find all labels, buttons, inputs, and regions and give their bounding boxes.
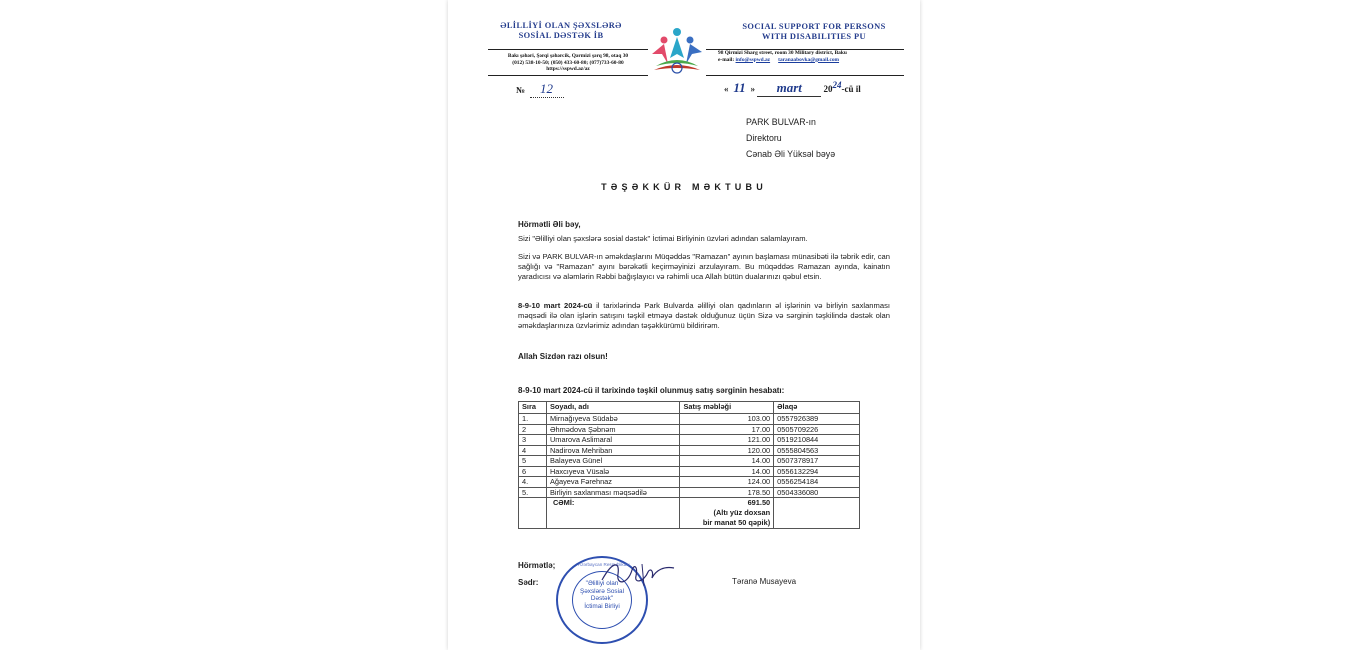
address-az-website: https://sspwd.az/az [546,66,590,73]
org-name-en-line2: WITH DISABILITIES PU [762,32,866,41]
chair-label: Sədr: [518,578,539,587]
cell-name: Haxcıyeva Vüsalə [546,466,680,477]
cell-name: Birliyin saxlanması məqsədilə [546,487,680,498]
total-amount-number: 691.50 [747,498,771,507]
table-row [519,487,860,498]
cell-order: 1. [519,414,547,425]
address-az-line2: (012) 538-10-50; (050) 433-60-80; (077)733-60-80 [512,59,624,66]
org-name-az-line2: SOSİAL DƏSTƏK İB [518,31,604,40]
cell-name: Nadirova Mehriban [546,445,680,456]
table-total-row [519,498,860,529]
recipient-line1: PARK BULVAR-ın [746,117,816,127]
address-az [488,53,648,73]
letterhead-rule-right-bottom [706,75,904,76]
cell-name: Ağayeva Fərehnaz [546,477,680,488]
total-amount-words-2: bir manat 50 qəpik) [702,518,771,527]
cell-order: 2 [519,424,547,435]
closing-phrase: Allah Sizdən razı olsun! [518,352,608,361]
cell-total-amount [680,498,774,529]
address-en-emails [718,57,904,64]
paragraph-3 [518,301,890,331]
paragraph-2: Sizi və PARK BULVAR-ın əməkdaşlarını Müqəddəs "Ramazan" ayının başlaması münasibəti ilə təbrik edir, can sağlığı və "Ramazan" ayını bərəkətli keçirməyinizi arzulayıram. Bu müqəddəs Ramazan ayında, kainatın yaradıcısı və aləmlərin Rəbbi bağışlayıcı və rəhimli uca Allah bütün dualarınızı qəbul etsin. [518,252,890,281]
letter-number [516,80,564,98]
table-row [519,456,860,467]
org-name-az-line1: ƏLİLLİYİ OLAN ŞƏXSLƏRƏ [500,21,622,30]
cell-order: 5. [519,487,547,498]
paragraph-1: Sizi "Əlilliyi olan şəxslərə sosial dəstək" İctimai Birliyinin üzvləri adından salamlayıram. [518,234,808,243]
stamp-line2: Şəxslərə Sosial [579,587,625,595]
cell-amount: 120.00 [680,445,774,456]
date-suffix: -cü il [841,84,861,94]
cell-total-empty [519,498,547,529]
cell-amount: 121.00 [680,435,774,446]
organization-logo [646,24,708,80]
paragraph-3-dates: 8-9-10 mart 2024-cü [518,301,593,310]
cell-name: Balayeva Günel [546,456,680,467]
table-row [519,424,860,435]
cell-contact: 0555804563 [774,445,860,456]
cell-contact: 0505709226 [774,424,860,435]
sales-table [518,401,860,529]
header-amount: Satış məbləği [680,402,774,414]
stamp-ring-text: Azərbaycan Respublikası [578,562,630,567]
cell-order: 3 [519,435,547,446]
cell-order: 4 [519,445,547,456]
signatory-name: Təranə Musayeva [732,577,797,586]
cell-order: 6 [519,466,547,477]
paragraph-3-text: il tarixlərində Park Bulvarda əlilliyi olan qadınların əl işlərinin və birliyin saxlanması məqsədi ilə olan işlərin satışını təşkil etməyə dəstək olduğunuz üçün Sizə və sərginin təşkilində dəstək olan əməkdaşlarınıza üzvlərimiz adından təşəkkürümü bildirirəm. [518,301,890,330]
stamp-line4: İctimai Birliyi [584,602,620,610]
letterhead-rule-left-bottom [488,75,648,76]
letter-date: « 11 » mart 2024-cü il [724,80,861,95]
table-row [519,445,860,456]
table-row [519,435,860,446]
cell-contact: 0557926389 [774,414,860,425]
cell-amount: 14.00 [680,466,774,477]
cell-order: 4. [519,477,547,488]
date-day: 11 [733,80,746,95]
letterhead-rule-left [488,49,648,50]
stamp-line1: "Əlilliyi olan [585,580,619,587]
cell-total-contact-empty [774,498,860,529]
cell-name: Mirnağıyeva Südabə [546,414,680,425]
cell-contact: 0504336080 [774,487,860,498]
table-row [519,414,860,425]
cell-amount: 14.00 [680,456,774,467]
cell-amount: 124.00 [680,477,774,488]
greeting: Hörmətli Əli bəy, [518,220,581,229]
recipient-block [746,114,835,162]
date-month: mart [757,80,821,97]
cell-order: 5 [519,456,547,467]
letter-title: TƏŞƏKKÜR MƏKTUBU [601,182,767,192]
email-link-1: info@sspwd.az [735,56,771,63]
org-name-en [730,22,898,42]
org-name-en-line1: SOCIAL SUPPORT FOR PERSONS [742,22,886,31]
respect-closing: Hörmətlə; [518,561,556,570]
cell-total-label: CƏMİ: [546,498,680,529]
table-row [519,477,860,488]
cell-amount: 17.00 [680,424,774,435]
cell-name: Əhmədova Şəbnəm [546,424,680,435]
letter-page [448,0,920,650]
date-year-hand: 24 [832,80,842,90]
cell-contact: 0519210844 [774,435,860,446]
number-value: 12 [530,81,564,98]
header-name: Soyadı, adı [546,402,680,414]
total-amount-words-1: (Altı yüz doxsan [713,508,771,517]
handwritten-signature [598,556,678,592]
date-year-prefix: 20 [823,84,833,94]
cell-contact: 0556132294 [774,466,860,477]
address-en-line1: 98 Qirmizi Sharg street, room 30 Military district, Baku [718,50,847,56]
address-en [718,50,904,63]
table-row [519,466,860,477]
recipient-line2: Direktoru [746,133,782,143]
table-caption: 8-9-10 mart 2024-cü il tarixində təşkil olunmuş satış sərginin hesabatı: [518,386,785,395]
org-name-az [490,21,632,41]
header-contact: Əlaqə [774,402,860,414]
email-link-2: taranaabovka@gmail.com [778,56,840,63]
cell-contact: 0556254184 [774,477,860,488]
table-header-row [519,402,860,414]
email-label: e-mail: [718,56,735,63]
number-label: № [516,85,526,95]
address-az-line1: Bakı şəhəri, Şərqi şəhərcik, Qərmizi şərq 98, otaq 30 [507,53,629,59]
cell-amount: 178.50 [680,487,774,498]
cell-contact: 0507378917 [774,456,860,467]
recipient-line3: Cənab Əli Yüksəl bəyə [746,149,836,159]
header-order: Sıra [519,402,547,414]
cell-amount: 103.00 [680,414,774,425]
stamp-line3: Dəstək" [590,595,614,603]
cell-name: Umarova Aslimaral [546,435,680,446]
